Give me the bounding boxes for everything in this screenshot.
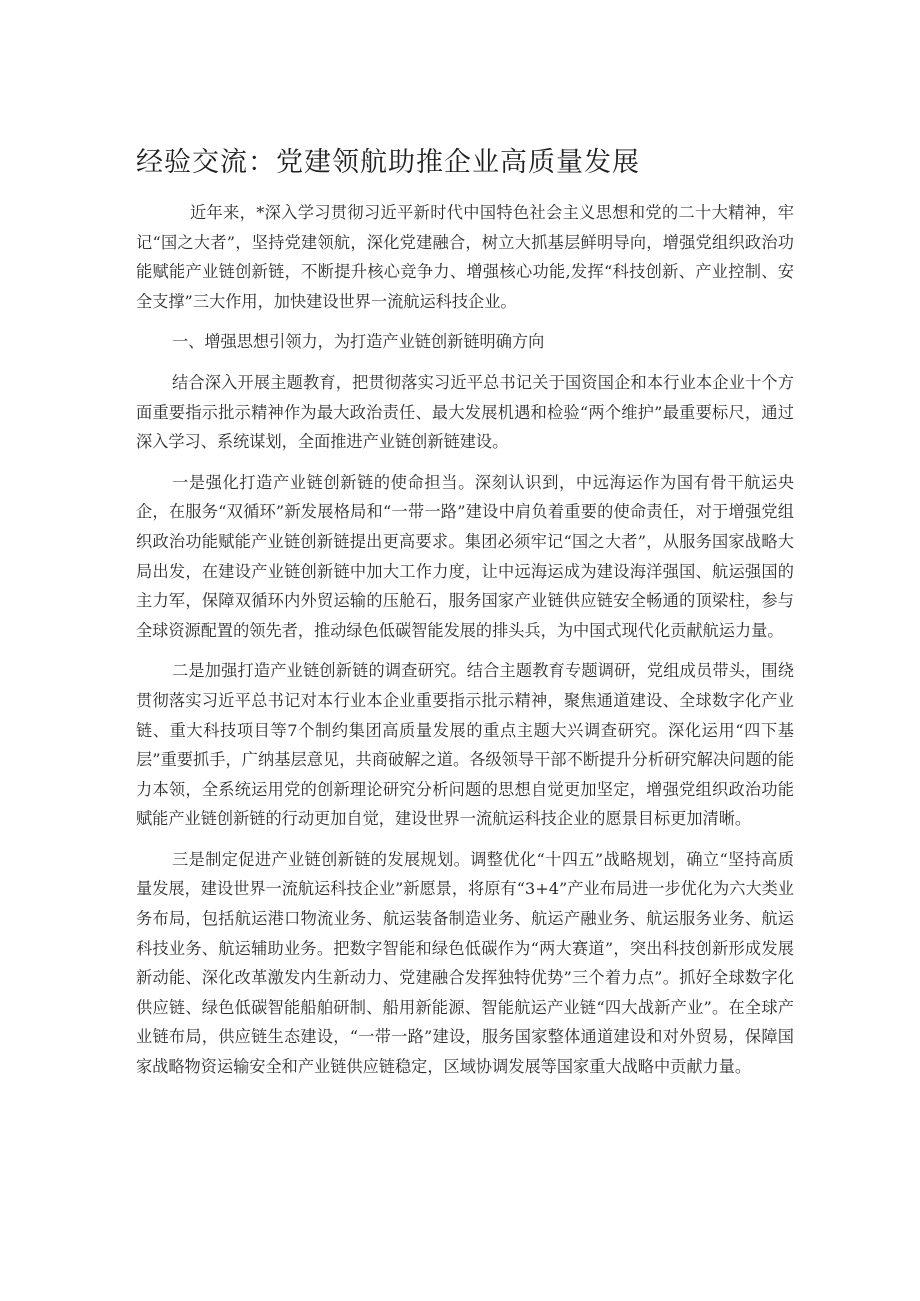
section-heading-1: 一、增强思想引领力，为打造产业链创新链明确方向 (172, 332, 545, 352)
paragraph-intro: 近年来，*深入学习贯彻习近平新时代中国特色社会主义思想和党的二十大精神，牢记“国之大者”，坚持党建领航，深化党建融合，树立大抓基层鲜明导向，增强党组织政治功能赋能产业链创新链，不断提升核心竞争力、增强核心功能,发挥“科技创新、产业控制、安全支撑”三大作用，加快建设世界一流航运科技企业。 (136, 203, 794, 311)
paragraph-section-1-summary: 结合深入开展主题教育，把贯彻落实习近平总书记关于国资国企和本行业本企业十个方面重要指示批示精神作为最大政治责任、最大发展机遇和检验“两个维护”最重要标尺，通过深入学习、系统谋划，全面推进产业链创新链建设。 (136, 372, 794, 452)
paragraph-planning: 三是制定促进产业链创新链的发展规划。调整优化“十四五”战略规划，确立“坚持高质量发展，建设世界一流航运科技企业”新愿景，将原有“3+4”产业布局进一步优化为六大类业务布局，包括航运港口物流业务、航运装备制造业务、航运产融业务、航运服务业务、航运科技业务、航运辅助业务。把数字智能和绿色低碳作为“两大赛道”，突出科技创新形成发展新动能、深化改革激发内生新动力、党建融合发挥独特优势”三个着力点”。抓好全球数字化供应链、绿色低碳智能船舶研制、船用新能源、智能航运产业链“四大战新产业”。在全球产业链布局，供应链生态建设，“一带一路”建设，服务国家整体通道建设和对外贸易，保障国家战略物资运输安全和产业链供应链稳定，区域协调发展等国家重大战略中贡献力量。 (136, 849, 794, 1077)
paragraph-mission: 一是强化打造产业链创新链的使命担当。深刻认识到，中远海运作为国有骨干航运央企，在服务“双循环”新发展格局和“一带一路”建设中肩负着重要的使命责任，对于增强党组织政治功能赋能产业链创新链提出更高要求。集团必须牢记“国之大者”，从服务国家战略大局出发，在建设产业链创新链中加大工作力度，让中远海运成为建设海洋强国、航运强国的主力军，保障双循环内外贸运输的压舱石，服务国家产业链供应链安全畅通的顶梁柱，参与全球资源配置的领先者，推动绿色低碳智能发展的排头兵，为中国式现代化贡献航运力量。 (136, 472, 794, 640)
document-body (136, 198, 794, 1093)
paragraph-research: 二是加强打造产业链创新链的调查研究。结合主题教育专题调研，党组成员带头，围绕贯彻落实习近平总书记对本行业本企业重要指示批示精神，聚焦通道建设、全球数字化产业链、重大科技项目等7个制约集团高质量发展的重点主题大兴调查研究。深化运用“四下基层”重要抓手，广纳基层意见，共商破解之道。各级领导干部不断提升分析研究解决问题的能力本领，全系统运用党的创新理论研究分析问题的思想自觉更加坚定，增强党组织政治功能赋能产业链创新链的行动更加自觉，建设世界一流航运科技企业的愿景目标更加清晰。 (136, 661, 794, 829)
document-title: 经验交流：党建领航助推企业高质量发展 (136, 147, 640, 178)
